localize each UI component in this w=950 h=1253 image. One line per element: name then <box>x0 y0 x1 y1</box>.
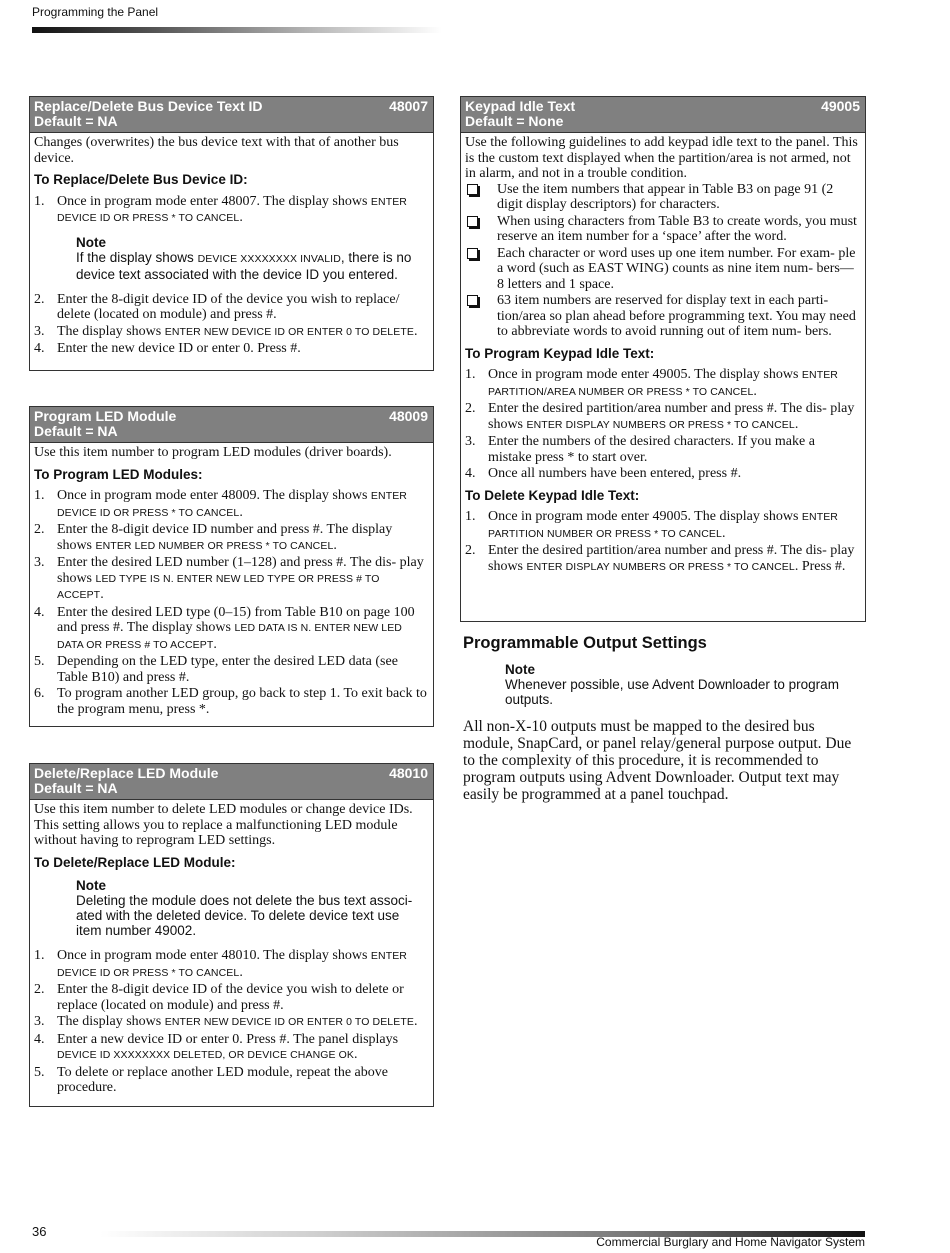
step: 1. Once in program mode enter 48007. The display shows ENTER DEVICE ID OR PRESS * TO CANCEL. <box>34 193 407 225</box>
item-number: 48007 <box>389 98 428 114</box>
step: 5. To delete or replace another LED module, repeat the above procedure. <box>34 1064 388 1095</box>
procedure-steps-continued <box>34 292 427 357</box>
section-heading: Programmable Output Settings <box>463 634 707 652</box>
step: 2. Enter the 8-digit device ID of the device you wish to replace/ delete (located on module) and press #. <box>34 291 400 322</box>
checkbox-bullet-icon <box>467 295 478 306</box>
step: 2. Enter the 8-digit device ID of the device you wish to delete or replace (located on module) and press #. <box>34 982 404 1013</box>
note <box>76 878 427 938</box>
section-keypad-idle-text <box>460 96 866 622</box>
section-header <box>30 764 433 800</box>
section-title: Keypad Idle Text <box>465 98 576 114</box>
note-text: Whenever possible, use Advent Downloader to program outputs. <box>505 677 839 707</box>
header-rule <box>32 27 442 33</box>
step: 2. Enter the 8-digit device ID number and press #. The display shows ENTER LED NUMBER OR PRESS * TO CANCEL. <box>34 522 393 553</box>
step: 3. Enter the numbers of the desired characters. If you make a mistake press * to start over. <box>465 434 815 465</box>
section-header <box>30 407 433 443</box>
step: 1. Once in program mode enter 48009. The display shows ENTER DEVICE ID OR PRESS * TO CANCEL. <box>34 488 407 520</box>
guideline-item: 63 item numbers are reserved for display text in each parti- tion/area so plan ahead before programming text. You may need to abbreviate words to avoid running out of item num- bers. <box>465 293 859 340</box>
procedure-heading: To Delete/Replace LED Module: <box>34 854 236 870</box>
item-number: 48010 <box>389 765 428 781</box>
note-label: Note <box>76 234 106 250</box>
section-title: Delete/Replace LED Module <box>34 765 219 781</box>
step: 2. Enter the desired partition/area number and press #. The dis- play shows ENTER DISPLAY NUMBERS OR PRESS * TO CANCEL. <box>465 401 855 432</box>
step: 3. Enter the desired LED number (1–128) and press #. The dis- play shows LED TYPE IS N. ENTER NEW LED TYPE OR PRESS # TO ACCEPT. <box>34 555 424 602</box>
section-delete-replace-led-module <box>29 763 434 1107</box>
section-intro: Changes (overwrites) the bus device text with that of another bus device. <box>34 135 399 166</box>
note: Note If the display shows DEVICE XXXXXXXX INVALID, there is no device text associated with the device ID you entered. <box>76 235 427 282</box>
checkbox-bullet-icon <box>467 184 478 195</box>
section-intro: Use this item number to program LED modules (driver boards). <box>34 445 392 460</box>
step: 4. Enter the desired LED type (0–15) from Table B10 on page 100 and press #. The display shows LED DATA IS N. ENTER NEW LED DATA OR PRESS # TO ACCEPT. <box>34 604 415 652</box>
guideline-list <box>465 182 859 340</box>
checkbox-bullet-icon <box>467 248 478 259</box>
procedure-steps <box>34 488 427 717</box>
body-paragraph: All non-X-10 outputs must be mapped to the desired bus module, SnapCard, or panel relay/general purpose output. Due to the complexity of this procedure, it is recommended to program outputs using Advent Downloader. Output text may easily be programmed at a panel touchpad. <box>463 718 852 803</box>
procedure-heading: To Delete Keypad Idle Text: <box>465 487 640 503</box>
note-label: Note <box>505 662 535 677</box>
step: 4. Once all numbers have been entered, press #. <box>465 466 742 481</box>
running-header: Programming the Panel <box>32 5 159 19</box>
step: 1. Once in program mode enter 49005. The display shows ENTER PARTITION/AREA NUMBER OR PRESS * TO CANCEL. <box>465 367 838 399</box>
default-value: Default = NA <box>34 423 118 439</box>
procedure-heading: To Program Keypad Idle Text: <box>465 345 655 361</box>
delete-steps <box>465 509 859 575</box>
step: 1. Once in program mode enter 48010. The display shows ENTER DEVICE ID OR PRESS * TO CANCEL. <box>34 948 407 980</box>
item-number: 49005 <box>821 98 860 114</box>
note <box>505 662 865 707</box>
section-intro: Use the following guidelines to add keypad idle text to the panel. This is the custom text displayed when the partition/area is not armed, not in alarm, and not in a trouble condition. <box>465 135 858 181</box>
procedure-steps <box>34 948 427 1096</box>
step: 4. Enter the new device ID or enter 0. Press #. <box>34 341 301 356</box>
guideline-item: Use the item numbers that appear in Table B3 on page 91 (2 digit display descriptors) for characters. <box>465 182 859 213</box>
step: 4. Enter a new device ID or enter 0. Press #. The panel displays DEVICE ID XXXXXXXX DELETED, OR DEVICE CHANGE OK. <box>34 1031 399 1062</box>
procedure-heading: To Replace/Delete Bus Device ID: <box>34 172 248 187</box>
note-label: Note <box>76 878 106 893</box>
section-title: Program LED Module <box>34 408 177 424</box>
step: 1. Once in program mode enter 49005. The display shows ENTER PARTITION NUMBER OR PRESS * TO CANCEL. <box>465 509 838 541</box>
checkbox-bullet-icon <box>467 216 478 227</box>
guideline-item: When using characters from Table B3 to create words, you must reserve an item number for a ‘space’ after the word. <box>465 214 859 245</box>
running-footer: Commercial Burglary and Home Navigator System <box>596 1235 865 1249</box>
section-program-led-module <box>29 406 434 727</box>
step: 2. Enter the desired partition/area number and press #. The dis- play shows ENTER DISPLAY NUMBERS OR PRESS * TO CANCEL. Press #. <box>465 543 855 574</box>
procedure-heading: To Program LED Modules: <box>34 466 203 482</box>
procedure-steps <box>34 194 427 227</box>
section-header <box>30 97 433 133</box>
section-title: Replace/Delete Bus Device Text ID <box>34 98 263 114</box>
section-intro: Use this item number to delete LED modules or change device IDs. This setting allows you to replace a malfunctioning LED module without having to reprogram LED settings. <box>34 802 413 848</box>
guideline-item: Each character or word uses up one item number. For exam- ple a word (such as EAST WING) counts as nine item num- bers—8 letters and 1 space. <box>465 246 859 293</box>
note-text: Deleting the module does not delete the bus text associ- ated with the deleted device. To delete device text use item number 49002. <box>76 893 413 938</box>
default-value: Default = NA <box>34 113 118 129</box>
default-value: Default = NA <box>34 780 118 796</box>
section-header <box>461 97 865 133</box>
item-number: 48009 <box>389 408 428 424</box>
step: 5. Depending on the LED type, enter the desired LED data (see Table B10) and press #. <box>34 654 398 685</box>
page-number: 36 <box>32 1224 47 1239</box>
step: 3. The display shows ENTER NEW DEVICE ID OR ENTER 0 TO DELETE. <box>34 323 418 339</box>
default-value: Default = None <box>465 113 564 129</box>
program-steps <box>465 367 859 482</box>
step: 3. The display shows ENTER NEW DEVICE ID OR ENTER 0 TO DELETE. <box>34 1014 418 1029</box>
section-replace-delete-bus-device-text <box>29 96 434 371</box>
step: 6. To program another LED group, go back to step 1. To exit back to the program menu, press *. <box>34 686 427 717</box>
